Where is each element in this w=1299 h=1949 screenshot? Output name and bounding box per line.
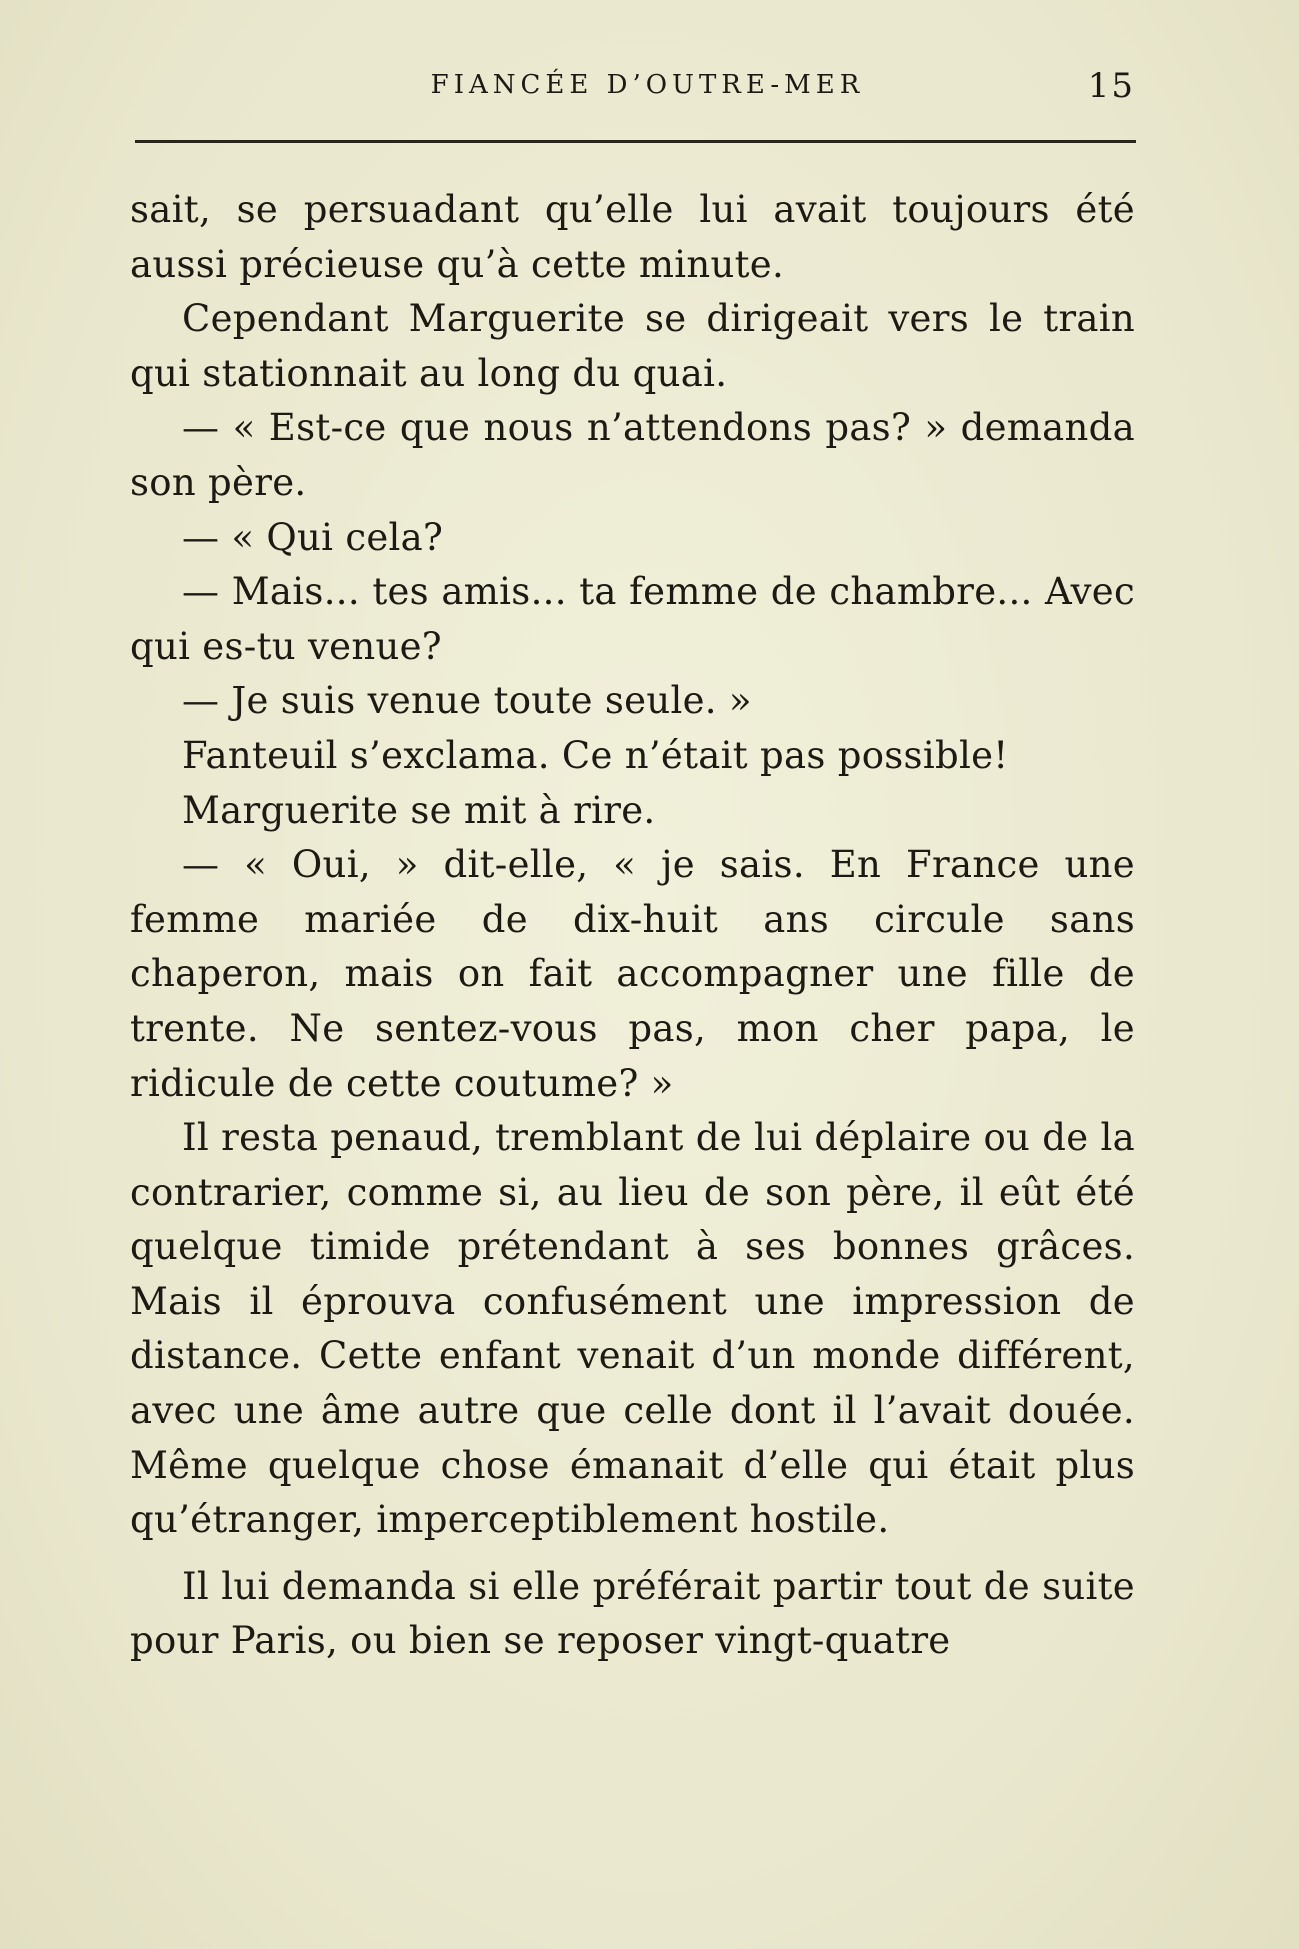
page-number: 15 (1087, 66, 1135, 106)
dialogue-line: — « Qui cela? (182, 515, 444, 559)
dialogue-line: — Je suis venue toute seule. » (182, 679, 752, 723)
running-title: FIANCÉE D’OUTRE-MER (430, 70, 865, 100)
dialogue-line: — Mais... tes amis... ta femme de chambre... Avec qui es-tu venue? (130, 570, 1135, 668)
dialogue-line: — « Oui, » dit-elle, « je sais. En France une femme mariée de dix-huit ans circule sans chaperon, mais on fait accompagner une fille de trente. Ne sentez-vous pas, mon cher papa, le ridicule de cette coutume? » (130, 843, 1135, 1105)
body-text (130, 183, 1135, 1669)
paragraph: Marguerite se mit à rire. (182, 788, 656, 832)
paragraph: Cependant Marguerite se dirigeait vers le train qui stationnait au long du quai. (130, 297, 1135, 395)
paragraph: Il lui demanda si elle préférait partir tout de suite pour Paris, ou bien se reposer vingt-quatre (130, 1564, 1135, 1663)
running-head (130, 66, 1135, 110)
paragraph: Fanteuil s’exclama. Ce n’était pas possible! (182, 733, 1009, 777)
header-rule (135, 140, 1136, 143)
dialogue-line: — « Est-ce que nous n’attendons pas? » demanda son père. (130, 406, 1135, 504)
paragraph: Il resta penaud, tremblant de lui déplaire ou de la contrarier, comme si, au lieu de son père, il eût été quelque timide prétendant à ses bonnes grâces. Mais il éprouva confusément une impression de distance. Cette enfant venait d’un monde différent, avec une âme autre que celle dont il l’avait douée. Même quelque chose émanait d’elle qui était plus qu’étranger, imperceptiblement hostile. (130, 1116, 1135, 1542)
paragraph-continuation: sait, se persuadant qu’elle lui avait toujours été aussi précieuse qu’à cette minute. (130, 188, 1135, 286)
